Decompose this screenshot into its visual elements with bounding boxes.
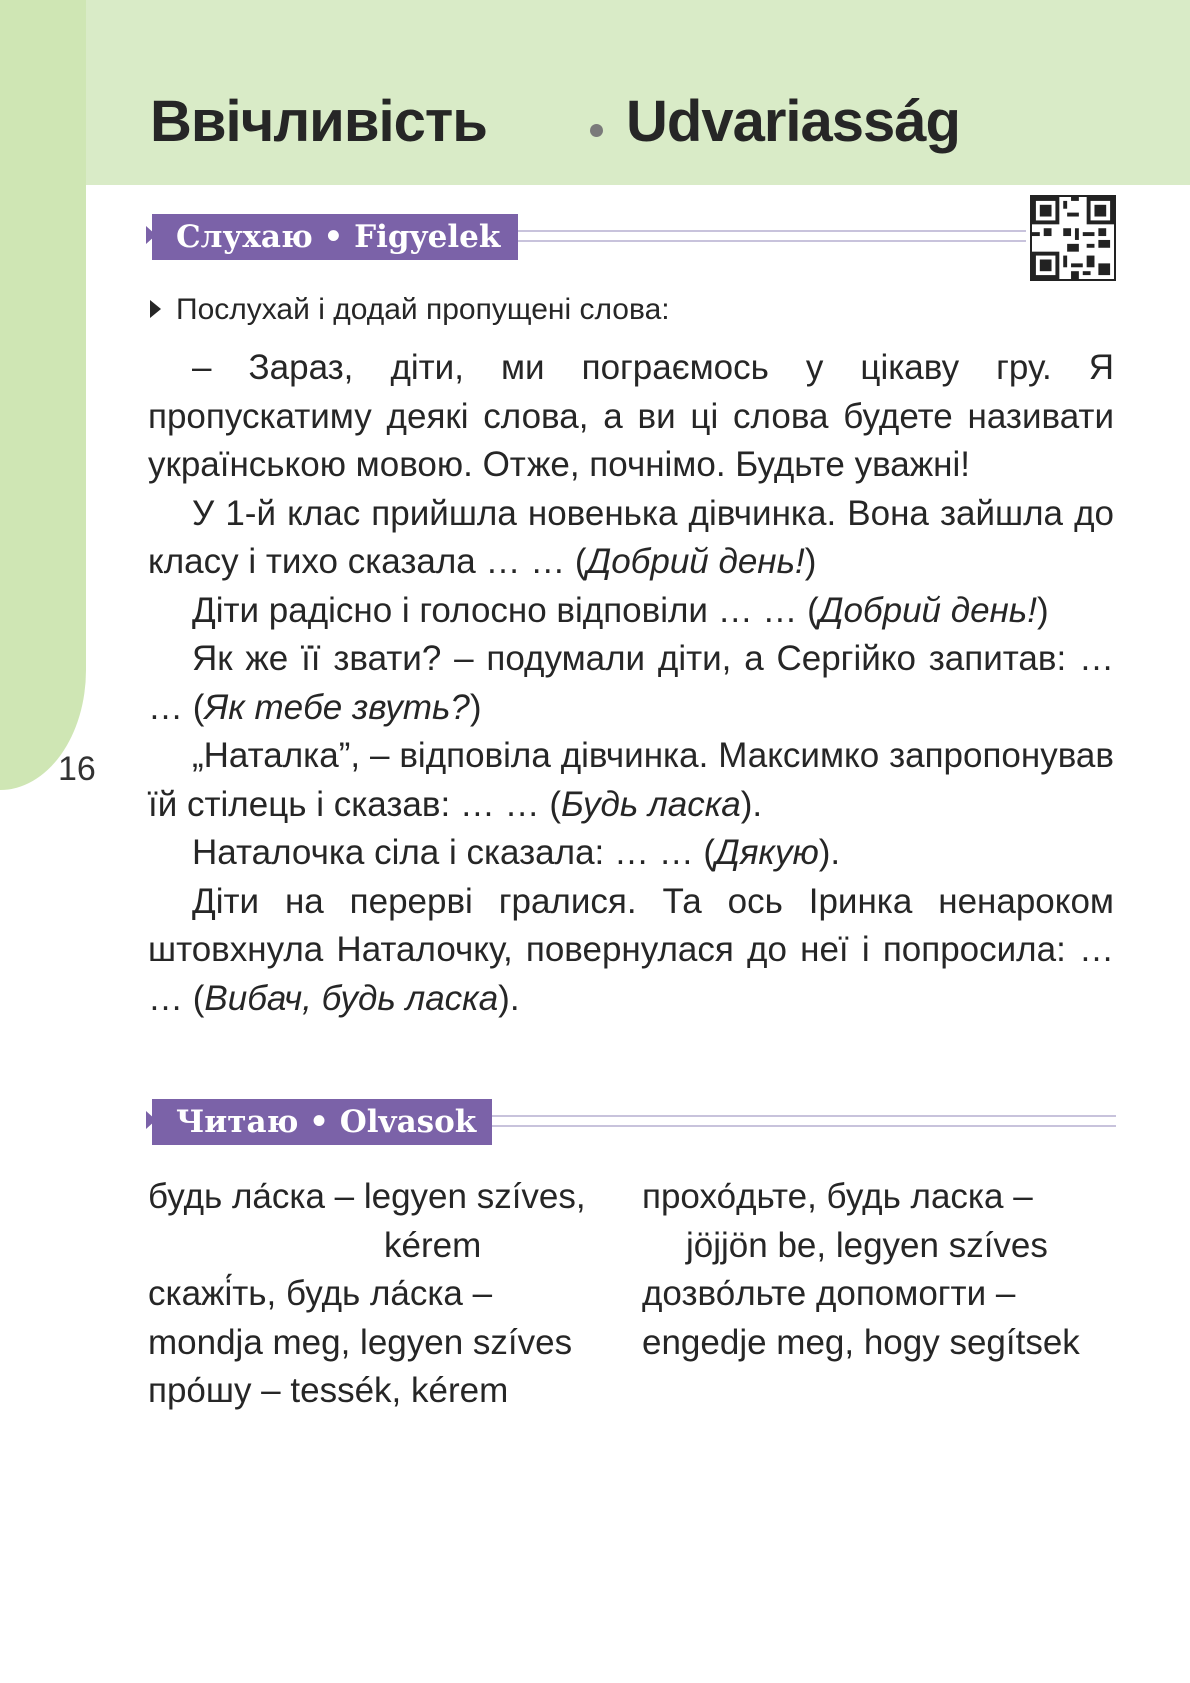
story-text	[148, 344, 1114, 1023]
story-paragraph	[148, 829, 1114, 878]
vocab-item: про́шу – tessék, kérem	[148, 1371, 509, 1410]
story-tail-1: )	[804, 542, 817, 581]
story-text-4: „Наталка”, – відповіла дівчинка. Максимко запропонував їй стілець і сказав: … … (	[148, 736, 1114, 824]
read-section-rule	[492, 1115, 1116, 1117]
vocab-item: engedje meg, hogy segítsek	[642, 1322, 1080, 1362]
page-title-hungarian: Udvariasság	[626, 89, 960, 154]
story-text-2: Діти радісно і голосно відповіли … … (	[192, 590, 819, 630]
story-answer-3: Як тебе звуть?	[204, 687, 470, 727]
vocab-item: будь ла́ска – legyen szíves,	[148, 1177, 586, 1216]
vocab-item: jöjjön be, legyen szíves	[686, 1225, 1048, 1265]
story-tail-3: )	[469, 687, 482, 727]
vocab-column-right	[642, 1173, 1114, 1367]
story-tail-5: ).	[818, 833, 841, 872]
vocab-item: mondja meg, legyen szíves	[148, 1322, 573, 1362]
story-answer-4: Будь ласка	[561, 784, 741, 824]
vocab-item: дозво́льте допомогти –	[642, 1274, 1016, 1313]
instruction-text	[176, 293, 670, 327]
instruction-arrow-icon	[150, 300, 161, 318]
page-number: 16	[58, 750, 96, 788]
instruction-label: Послухай і додай пропущені слова:	[176, 293, 670, 326]
vocab-column-left	[148, 1173, 618, 1416]
story-paragraph	[148, 732, 1114, 829]
read-section-label: Читаю • Olvasok	[152, 1099, 492, 1145]
story-text-0: – Зараз, діти, ми пограємось у цікаву гру. Я пропускатиму деякі слова, а ви ці слова будете називати українською мовою. Отже, почнімо. Будьте уважні!	[148, 348, 1114, 484]
story-tail-4: ).	[740, 784, 763, 824]
story-paragraph	[148, 878, 1114, 1024]
vocab-item: kérem	[384, 1225, 482, 1265]
story-text-6: Діти на перерві гралися. Та ось Іринка ненароком штовхнула Наталочку, повернулася до неї і попросила: … … (	[148, 881, 1114, 1018]
story-answer-5: Дякую	[715, 833, 819, 872]
listen-section-rule	[518, 230, 1026, 232]
story-text-5: Наталочка сіла і сказала: … … (	[192, 833, 716, 872]
story-tail-6: ).	[498, 978, 520, 1018]
page-side-tab	[0, 0, 86, 790]
story-text-1: У 1-й клас прийшла новенька дівчинка. Вона зайшла до класу і тихо сказала … … (	[148, 493, 1114, 581]
story-answer-2: Добрий день!	[818, 590, 1037, 630]
vocab-item: прохо́дьте, будь ласка –	[642, 1177, 1033, 1216]
story-text-3: Як же її звати? – подумали діти, а Сергійко запитав: … … (	[148, 639, 1114, 727]
listen-section-label: Слухаю • Figyelek	[152, 214, 518, 260]
story-paragraph	[148, 587, 1114, 636]
story-paragraph	[148, 635, 1114, 732]
title-separator-dot	[590, 124, 603, 137]
read-section-rule-2	[492, 1125, 1116, 1127]
qr-code-icon[interactable]	[1030, 195, 1116, 281]
qr-code-graphic	[1032, 197, 1114, 279]
story-paragraph	[148, 490, 1114, 587]
story-answer-6: Вибач, будь ласка	[204, 978, 499, 1018]
story-answer-1: Добрий день!	[586, 542, 805, 581]
vocab-item: скажі́ть, будь ла́ска –	[148, 1274, 493, 1313]
story-tail-2: )	[1036, 590, 1049, 630]
listen-section-rule-2	[518, 240, 1026, 242]
story-paragraph	[148, 344, 1114, 490]
page-title-ukrainian: Ввічливість	[150, 89, 487, 154]
